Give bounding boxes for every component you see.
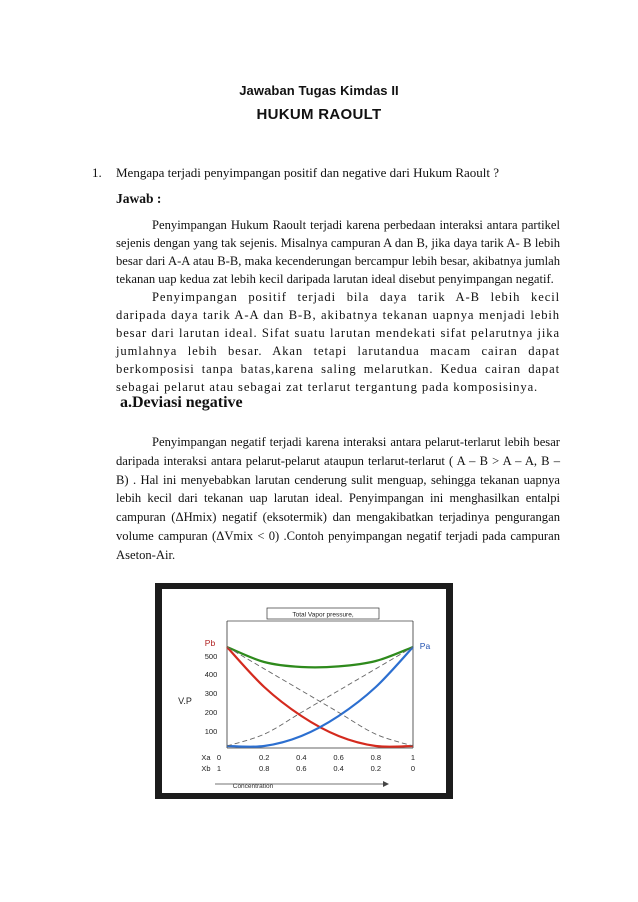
answer-paragraph-group	[116, 216, 560, 396]
xa-tick-label: 0.4	[296, 753, 307, 762]
xa-label: Xa	[201, 753, 211, 762]
vapor-pressure-figure	[155, 583, 453, 799]
xb-tick-label: 0.2	[370, 764, 382, 773]
answer-label: Jawab :	[116, 191, 162, 206]
y-tick-label: 400	[204, 670, 218, 679]
xa-tick-label: 0.2	[258, 753, 270, 762]
section-heading-negative-deviation: a.Deviasi negative	[120, 394, 243, 411]
x-axis-label: Concentration	[232, 783, 274, 790]
answer-paragraph-2: Penyimpangan positif terjadi bila daya tarik A-B lebih kecil daripada daya tarik A-A dan B-B, akibatnya tekanan uapnya menjadi lebih besar dari larutan ideal. Sifat suatu larutan mendekati sifat pelarutnya jika jumlahnya lebih besar. Akan tetapi larutandua macam cairan dapat berkomposisi tanpa batas,karena saling melarutkan. Kedua cairan dapat sebagai pelarut atau sebagai zat terlarut tergantung pada komposisinya.	[116, 290, 560, 394]
document-title: Jawaban Tugas Kimdas II	[239, 83, 399, 98]
y-tick-label: 200	[204, 708, 218, 717]
pa-label: Pa	[419, 641, 431, 651]
answer-paragraph-1: Penyimpangan Hukum Raoult terjadi karena perbedaan interaksi antara partikel sejenis dengan yang tak sejenis. Misalnya campuran A dan B, jika daya tarik A- B lebih besar dari A-A atau B-B, maka kecenderungan bercampur lebih besar, akibatnya jumlah tekanan uap kedua zat lebih kecil daripada larutan ideal disebut penyimpangan negatif.	[116, 218, 560, 286]
xa-tick-label: 0	[216, 753, 222, 762]
y-tick-label: 300	[204, 689, 218, 698]
xb-tick-label: 1	[216, 764, 222, 773]
negative-deviation-paragraph: Penyimpangan negatif terjadi karena interaksi antara pelarut-terlarut lebih besar daripada interaksi antara pelarut-pelarut ataupun terlarut-terlarut ( A – B > A – A, B – B) . Hal ini menyebabkan larutan cenderung sulit menguap, sehingga tekanan uapnya lebih kecil dari tekanan uap larutan ideal. Penyimpangan ini menghasilkan entalpi campuran (ΔHmix) negatif (eksotermik) dan mengakibatkan terjadinya pengurangan volume campuran (ΔVmix < 0) .Contoh penyimpangan negatif terjadi pada campuran Aseton-Air.	[116, 435, 560, 562]
pb-label: Pb	[204, 638, 216, 648]
xb-tick-label: 0.8	[258, 764, 270, 773]
question-text: Mengapa terjadi penyimpangan positif dan negative dari Hukum Raoult ?	[116, 165, 500, 180]
vapor-pressure-chart	[155, 583, 453, 799]
xa-tick-label: 0.6	[333, 753, 344, 762]
question-number: 1.	[92, 165, 102, 180]
xb-tick-label: 0.4	[333, 764, 344, 773]
section-paragraph	[116, 433, 560, 565]
xb-label: Xb	[201, 764, 211, 773]
xb-tick-label: 0	[410, 764, 416, 773]
y-tick-label: 500	[204, 652, 218, 661]
xa-tick-label: 0.8	[370, 753, 382, 762]
y-axis-label: V.P	[178, 696, 192, 706]
xa-tick-label: 1	[410, 753, 416, 762]
xb-tick-label: 0.6	[296, 764, 307, 773]
y-tick-label: 100	[204, 727, 218, 736]
chart-title: Total Vapor pressure,	[292, 611, 354, 619]
document-subtitle: HUKUM RAOULT	[256, 106, 382, 123]
